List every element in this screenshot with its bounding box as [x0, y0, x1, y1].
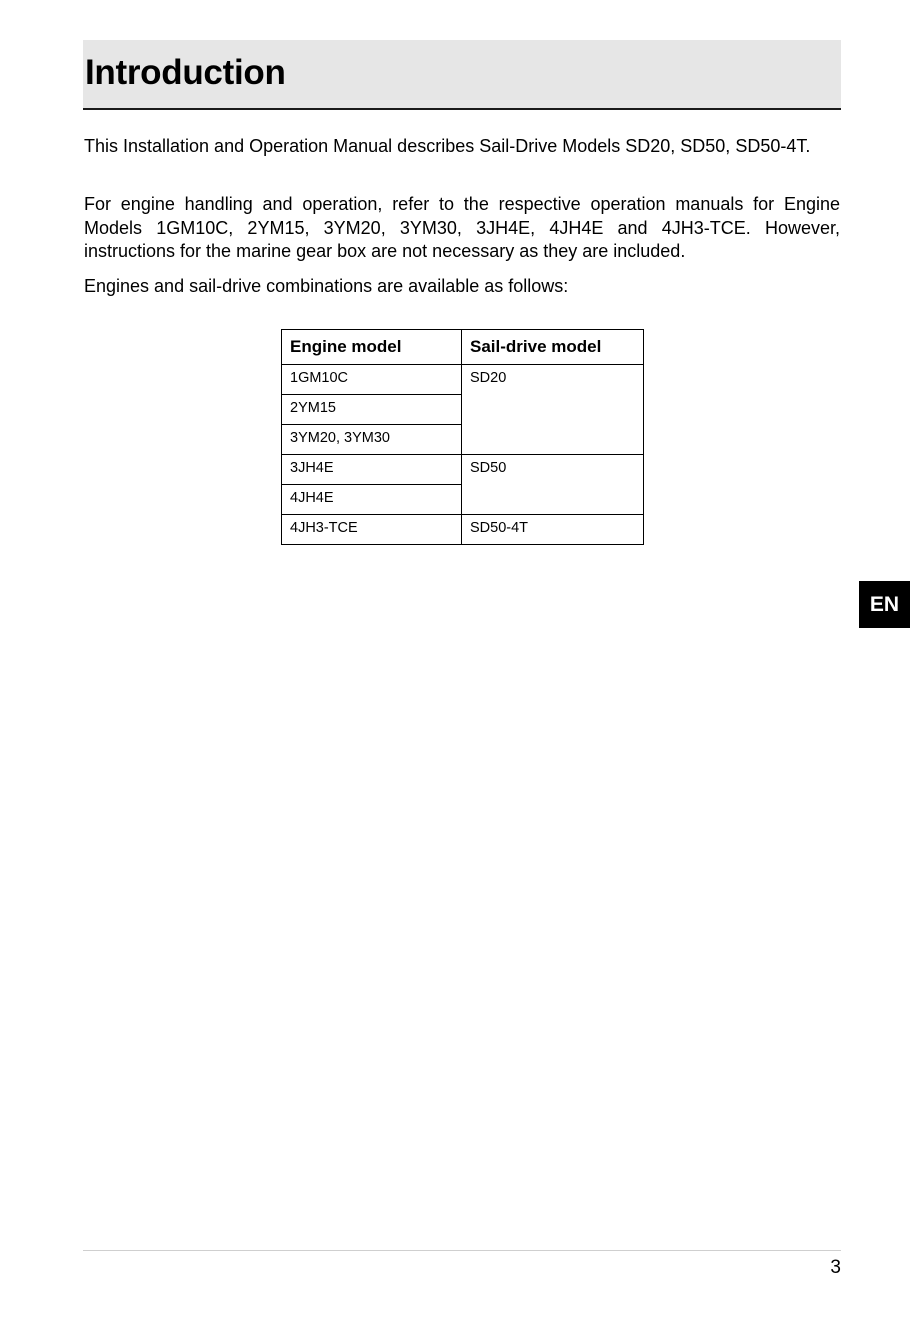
engine-reference-paragraph: For engine handling and operation, refer to the respective operation manuals for Engine Models 1GM10C, 2YM15, 3YM20, 3YM30, 3JH4E, 4JH4E and 4JH3-TCE. However, instructions for the marine gear box are not necessary as they are included. [84, 194, 840, 261]
footer-divider [83, 1250, 841, 1251]
page-title: Introduction [85, 53, 286, 92]
engine-saildrive-table [281, 329, 644, 545]
engine-cell: 3JH4E [282, 455, 462, 485]
engine-cell: 3YM20, 3YM30 [282, 425, 462, 455]
engine-cell: 2YM15 [282, 395, 462, 425]
title-bar [83, 40, 841, 110]
saildrive-cell: SD50 [462, 455, 644, 515]
engine-cell: 1GM10C [282, 365, 462, 395]
engine-cell: 4JH3-TCE [282, 515, 462, 545]
saildrive-cell: SD20 [462, 365, 644, 455]
table-header-row [282, 330, 644, 365]
page-number: 3 [830, 1257, 841, 1278]
table-row [282, 515, 644, 545]
engine-cell: 4JH4E [282, 485, 462, 515]
combinations-paragraph: Engines and sail-drive combinations are available as follows: [84, 276, 569, 296]
table-row [282, 455, 644, 485]
intro-paragraph: This Installation and Operation Manual describes Sail-Drive Models SD20, SD50, SD50-4T. [84, 136, 811, 156]
saildrive-cell: SD50-4T [462, 515, 644, 545]
column-header-engine-model: Engine model [282, 330, 462, 365]
column-header-saildrive-model: Sail-drive model [462, 330, 644, 365]
language-tab: EN [859, 581, 910, 628]
table-row [282, 365, 644, 395]
